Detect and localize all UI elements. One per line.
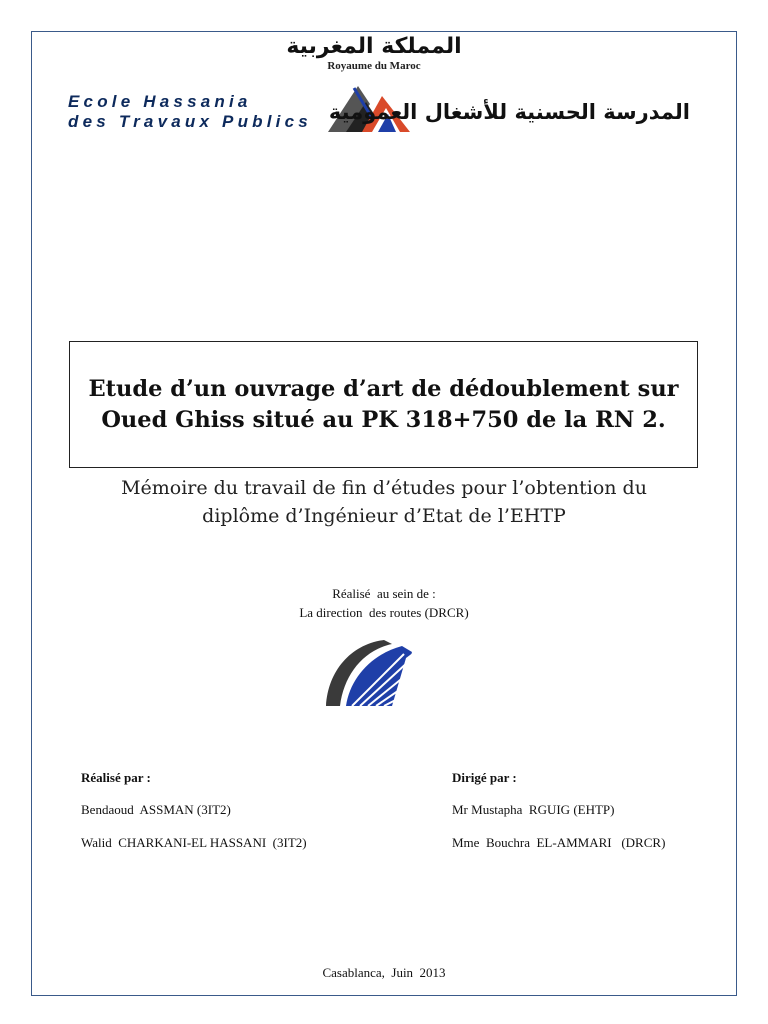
subtitle-line2: diplôme d’Ingénieur d’Etat de l’EHTP bbox=[202, 505, 566, 527]
school-name-line2: des Travaux Publics bbox=[68, 112, 312, 131]
host-line1: Réalisé au sein de : bbox=[332, 586, 436, 601]
kingdom-arabic-title: المملكة المغربية bbox=[286, 34, 462, 59]
title-line1: Etude d’un ouvrage d’art de dédoublement sur bbox=[88, 375, 679, 402]
drcr-logo-icon bbox=[322, 634, 416, 712]
kingdom-french-title: Royaume du Maroc bbox=[327, 60, 421, 72]
place-date: Casablanca, Juin 2013 bbox=[322, 965, 446, 980]
school-name-arabic: المدرسة الحسنية للأشغال العمومية bbox=[328, 100, 690, 124]
subtitle bbox=[40, 474, 728, 530]
supervisor-2: Mme Bouchra EL-AMMARI (DRCR) bbox=[452, 835, 666, 850]
author-2: Walid CHARKANI-EL HASSANI (3IT2) bbox=[81, 835, 307, 850]
title-box bbox=[69, 341, 698, 468]
supervisors-heading: Dirigé par : bbox=[452, 770, 517, 785]
supervisor-1: Mr Mustapha RGUIG (EHTP) bbox=[452, 802, 615, 817]
school-name-french bbox=[68, 92, 328, 132]
school-name-line1: Ecole Hassania bbox=[68, 92, 252, 111]
host-organization bbox=[200, 584, 568, 622]
host-line2: La direction des routes (DRCR) bbox=[299, 605, 469, 620]
subtitle-line1: Mémoire du travail de fin d’études pour l’obtention du bbox=[121, 477, 647, 499]
title-line2: Oued Ghiss situé au PK 318+750 de la RN 2. bbox=[101, 406, 666, 433]
authors-heading: Réalisé par : bbox=[81, 770, 151, 785]
author-1: Bendaoud ASSMAN (3IT2) bbox=[81, 802, 231, 817]
